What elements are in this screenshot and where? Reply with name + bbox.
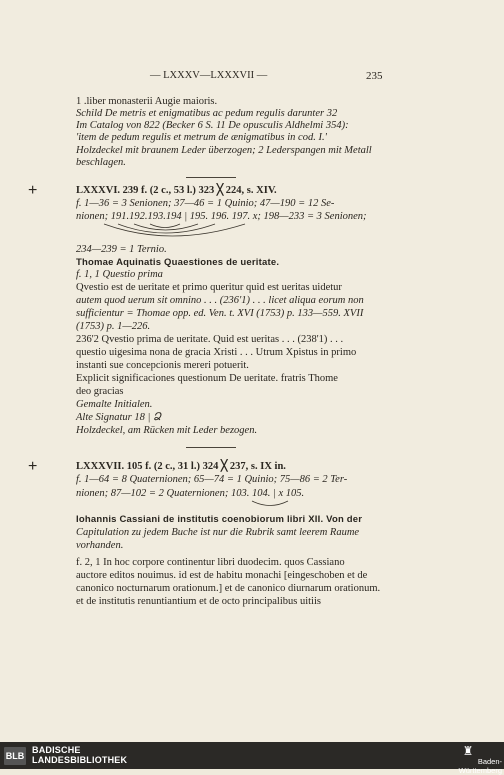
text-line: Schild De metris et enigmatibus ac pedum regulis darunter 32 xyxy=(76,108,338,119)
text-line: 236'2 Qvestio prima de ueritate. Quid est ueritas . . . (238'1) . . . xyxy=(76,334,344,345)
text-line: nionen; 87—102 = 2 Quaternionen; 103. 104. | x 105. xyxy=(76,488,305,499)
state-name: Baden-Württemberg xyxy=(458,757,502,775)
text-line: Im Catalog von 822 (Becker 6 S. 11 De opusculis Aldhelmi 354): xyxy=(76,120,349,131)
text-line: 'item de pedum regulis et metrum de ænigmatibus in cod. I.' xyxy=(76,132,327,143)
text-line: instanti sue concepcionis mereri potuerit. xyxy=(76,360,249,371)
text-line: f. 1—64 = 8 Quaternionen; 65—74 = 1 Quinio; 75—86 = 2 Ter- xyxy=(76,474,348,485)
text-line: (1753) p. 1—226. xyxy=(76,321,151,332)
work-title: Thomae Aquinatis Quaestiones de ueritate. xyxy=(76,257,280,268)
running-header: — LXXXV—LXXXVII — xyxy=(150,70,268,81)
text-line: Qvestio est de ueritate et primo queritur quid est ueritas uidetur xyxy=(76,282,342,293)
page-number: 235 xyxy=(366,70,383,82)
text-line: autem quod uerum sit omnino . . . (236'1) . . . licet aliqua eorum non xyxy=(76,295,364,306)
margin-plus-mark: + xyxy=(28,458,38,475)
text-line: Gemalte Initialen. xyxy=(76,399,153,410)
text-line: 234—239 = 1 Ternio. xyxy=(76,244,167,255)
text-line: 1 .liber monasterii Augie maioris. xyxy=(76,96,218,107)
text-line: f. 2, 1 In hoc corpore continentur libri duodecim. quos Cassiano xyxy=(76,557,345,568)
entry-heading: LXXXVI. 239 f. (2 c., 53 l.) 323 ╳ 224, s. XIV. xyxy=(76,185,277,196)
text-line: Holzdeckel mit braunem Leder überzogen; 2 Lederspangen mit Metall xyxy=(76,145,372,156)
margin-plus-mark: + xyxy=(28,182,38,199)
text-line: vorhanden. xyxy=(76,540,124,551)
library-name-line1: BADISCHE xyxy=(32,745,81,755)
text-line: f. 1—36 = 3 Senionen; 37—46 = 1 Quinio; 47—190 = 12 Se- xyxy=(76,198,335,209)
text-line: nionen; 191.192.193.194 | 195. 196. 197. x; 198—233 = 3 Senionen; xyxy=(76,211,367,222)
collation-arc xyxy=(252,501,288,506)
collation-arc xyxy=(134,224,198,230)
text-line: questio uigesima nona de gracia Xristi . . . Utrum Xpistus in primo xyxy=(76,347,357,358)
entry-heading: LXXXVII. 105 f. (2 c., 31 l.) 324 ╳ 237, s. IX in. xyxy=(76,461,286,472)
text-line: Alte Signatur 18 | Ձ xyxy=(76,412,162,423)
library-name-line2: LANDESBIBLIOTHEK xyxy=(32,755,128,765)
text-line: sufficientur = Thomae opp. ed. Ven. t. XVI (1753) p. 133—559. XVII xyxy=(76,308,364,319)
text-line: f. 1, 1 Questio prima xyxy=(76,269,163,280)
work-title: Iohannis Cassiani de institutis coenobiorum libri XII. Von der xyxy=(76,514,363,525)
text-line: auctore editos nouimus. id est de habitu monachi [eingeschoben et de xyxy=(76,570,368,581)
text-line: beschlagen. xyxy=(76,157,126,168)
text-line: deo gracias xyxy=(76,386,124,397)
state-crest-icon: ♜ xyxy=(462,744,474,758)
text-line: et de institutis renuntiantium et de octo principalibus uitiis xyxy=(76,596,321,607)
text-line: Explicit significaciones questionum De ueritate. fratris Thome xyxy=(76,373,338,384)
text-line: Holzdeckel, am Rücken mit Leder bezogen. xyxy=(76,425,258,436)
text-line: canonico nocturnarum orationum.] et de canonico diurnarum orationum. xyxy=(76,583,381,594)
collation-arc xyxy=(150,224,180,228)
text-line: Capitulation zu jedem Buche ist nur die Rubrik samt leerem Raume xyxy=(76,527,360,538)
library-logo: BLB xyxy=(4,747,26,765)
